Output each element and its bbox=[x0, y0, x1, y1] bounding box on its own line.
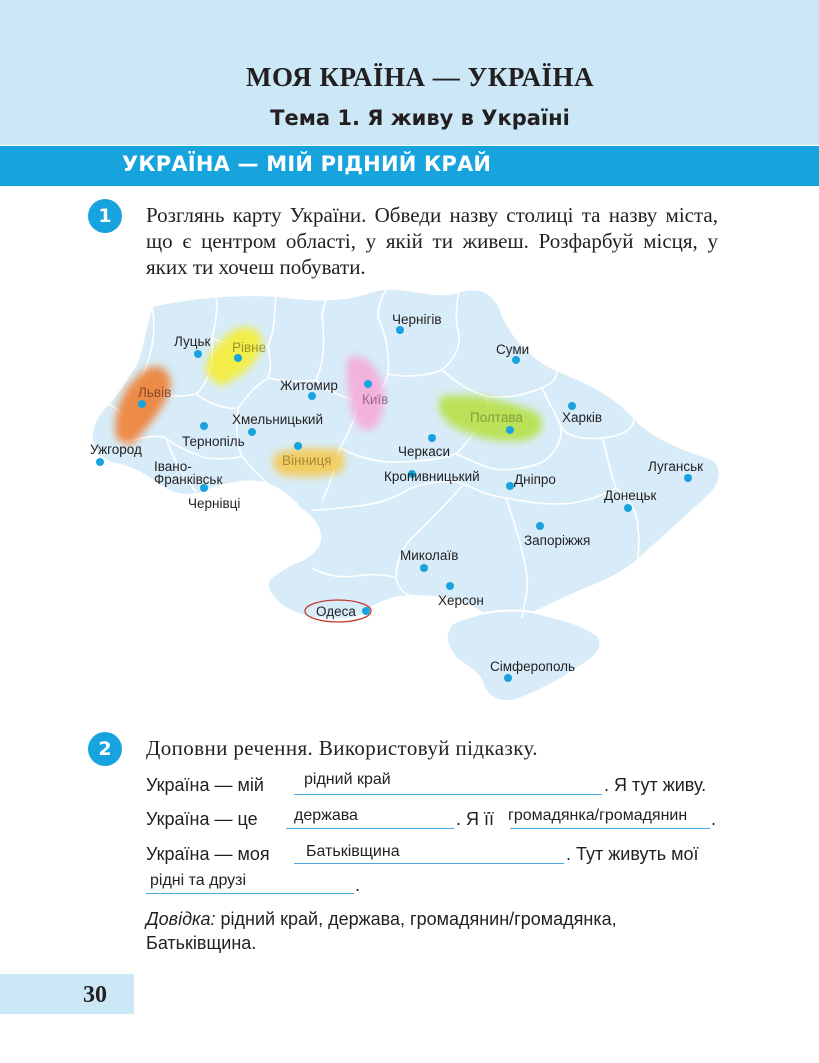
task2-number-badge: 2 bbox=[88, 732, 122, 766]
sentence3-answer: Батьківщина bbox=[306, 843, 400, 860]
city-label: Харків bbox=[562, 410, 603, 425]
sentence2-end: . bbox=[711, 809, 717, 829]
sentence3-start: Україна — моя bbox=[146, 844, 270, 864]
city-dot bbox=[308, 392, 316, 400]
section-band bbox=[0, 146, 819, 186]
city-label: Рівне bbox=[232, 340, 267, 355]
city-dot bbox=[294, 442, 302, 450]
city-label: Кропивницький bbox=[384, 469, 480, 484]
city-dot bbox=[568, 402, 576, 410]
city-dot bbox=[506, 482, 514, 490]
city-dot bbox=[194, 350, 202, 358]
city-label: Полтава bbox=[470, 410, 523, 425]
sentence2-mid: . Я її bbox=[456, 809, 495, 829]
city-label: Луганськ bbox=[648, 459, 704, 474]
city-label: Херсон bbox=[438, 593, 484, 608]
topic-title: Тема 1. Я живу в Україні bbox=[270, 106, 570, 130]
page-number-band bbox=[0, 974, 134, 1014]
sentence1-end: . Я тут живу. bbox=[604, 775, 707, 795]
city-label: Київ bbox=[362, 392, 389, 407]
city-label: Луцьк bbox=[174, 334, 211, 349]
city-label: Черкаси bbox=[398, 444, 451, 459]
city-dot bbox=[420, 564, 428, 572]
city-dot bbox=[506, 426, 514, 434]
hint-box bbox=[146, 907, 726, 955]
city-dot bbox=[96, 458, 104, 466]
city-label: Донецьк bbox=[604, 488, 657, 503]
city-dot bbox=[504, 674, 512, 682]
city-label: Запоріжжя bbox=[524, 533, 591, 548]
city-dot bbox=[248, 428, 256, 436]
city-label: Одеса bbox=[316, 604, 356, 619]
sentence3-end: . Тут живуть мої bbox=[566, 844, 699, 864]
city-dot bbox=[512, 356, 520, 364]
city-dot bbox=[446, 582, 454, 590]
city-label: Вінниця bbox=[282, 453, 332, 468]
task1-number-badge: 1 bbox=[88, 199, 122, 233]
sentence1-start: Україна — мій bbox=[146, 775, 264, 795]
city-dot bbox=[200, 422, 208, 430]
ukraine-map bbox=[86, 278, 726, 708]
sentence4-end: . bbox=[355, 875, 361, 895]
city-label: Сімферополь bbox=[490, 659, 576, 674]
city-dot bbox=[428, 434, 436, 442]
city-dot bbox=[362, 607, 370, 615]
chapter-title: МОЯ КРАЇНА — УКРАЇНА bbox=[246, 62, 594, 92]
city-label: Дніпро bbox=[514, 472, 556, 487]
city-label: Житомир bbox=[280, 378, 338, 393]
city-label: Чернігів bbox=[392, 312, 442, 327]
sentence2-answer1: держава bbox=[294, 807, 358, 824]
city-label: Ужгород bbox=[90, 442, 142, 457]
city-label: Тернопіль bbox=[182, 434, 245, 449]
city-dot bbox=[396, 326, 404, 334]
city-label: Суми bbox=[496, 342, 530, 357]
hint-label: Довідка: bbox=[146, 909, 216, 929]
city-dot bbox=[138, 400, 146, 408]
city-label: Миколаїв bbox=[400, 548, 459, 563]
city-label: Івано- bbox=[154, 459, 192, 474]
city-dot bbox=[536, 522, 544, 530]
city-dot bbox=[234, 354, 242, 362]
city-label: Чернівці bbox=[188, 496, 241, 511]
task2-heading: Доповни речення. Використовуй підказку. bbox=[146, 736, 538, 760]
page-number: 30 bbox=[83, 982, 107, 1008]
section-title: УКРАЇНА — МІЙ РІДНИЙ КРАЙ bbox=[122, 152, 492, 176]
city-label: Хмельницький bbox=[232, 412, 324, 427]
sentence2-answer2: громадянка/громадянин bbox=[508, 807, 688, 824]
city-dot bbox=[624, 504, 632, 512]
task1-text: Розглянь карту України. Обведи назву столиці та назву міста, що є центром області, у якій ти живеш. Розфарбуй місця, у яких ти хочеш побувати. bbox=[146, 203, 718, 279]
hint-text: рідний край, держава, громадянин/громадянка, Батьківщина. bbox=[146, 909, 617, 953]
sentence1-answer: рідний край bbox=[304, 771, 391, 788]
map-crimea bbox=[447, 611, 601, 702]
city-dot bbox=[364, 380, 372, 388]
sentence2-start: Україна — це bbox=[146, 809, 258, 829]
city-dot bbox=[684, 474, 692, 482]
sentence4-answer: рідні та друзі bbox=[150, 872, 247, 889]
city-label: Франківськ bbox=[154, 472, 223, 487]
city-label: Львів bbox=[138, 385, 172, 400]
